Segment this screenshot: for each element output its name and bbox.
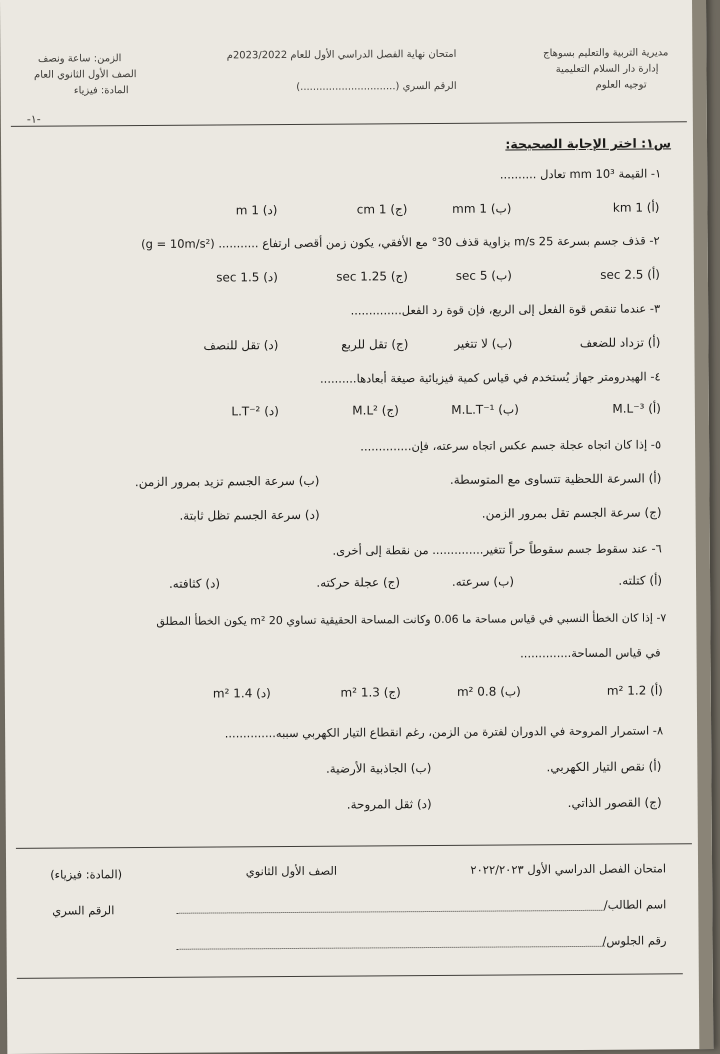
question-2: ٢- قذف جسم بسرعة 25 m/s بزاوية قذف 30° مع الأفقي، يكون زمن أقصى ارتفاع ........... (g = 10m/s²): [141, 233, 660, 252]
seat-number-line: [177, 946, 605, 950]
question-7-continued: في قياس المساحة..............: [520, 645, 661, 661]
q8-option-d: (د) ثقل المروحة.: [346, 797, 432, 812]
q3-option-a: (أ) تزداد للضعف: [579, 335, 661, 350]
q2-option-d: (د) 1.5 sec: [216, 270, 278, 285]
header-grade: الصف الأول الثانوي العام: [33, 69, 137, 81]
q8-option-b: (ب) الجاذبية الأرضية.: [325, 761, 432, 776]
q5-option-c: (ج) سرعة الجسم تقل بمرور الزمن.: [481, 505, 662, 521]
q3-option-d: (د) تقل للنصف: [203, 338, 279, 353]
header-administration: إدارة دار السلام التعليمية: [555, 63, 659, 76]
header-directorate: مديرية التربية والتعليم بسوهاج: [543, 47, 669, 60]
footer-grade: الصف الأول الثانوي: [245, 863, 338, 879]
header-secret-number: الرقم السري (..............................): [296, 80, 457, 93]
page-edge-shadow: [692, 0, 713, 1049]
header-department: توجيه العلوم: [595, 79, 647, 91]
q5-option-d: (د) سرعة الجسم تظل ثابتة.: [179, 507, 320, 523]
page-number: -١-: [26, 112, 41, 126]
q7-option-b: (ب) 0.8 m²: [456, 684, 521, 699]
q6-option-a: (أ) كتلته.: [618, 573, 663, 588]
q1-option-a: (أ) 1 km: [612, 200, 660, 215]
q1-option-b: (ب) 1 mm: [452, 201, 512, 216]
question-3: ٣- عندما تنقص قوة الفعل إلى الربع، فإن قوة رد الفعل..............: [350, 301, 661, 318]
q3-option-c: (ج) تقل للربع: [341, 337, 409, 352]
header-divider: [11, 121, 687, 127]
header-subject: المادة: فيزياء: [73, 85, 129, 97]
footer-divider-top: [16, 843, 692, 849]
footer-student-name-label: اسم الطالب/: [603, 897, 667, 912]
q2-option-b: (ب) 5 sec: [455, 268, 512, 283]
footer-divider-bottom: [17, 973, 683, 979]
question-7: ٧- إذا كان الخطأ النسبي في قياس مساحة ما 0.06 وكانت المساحة الحقيقية تساوي 20 m² يكون الخطأ المطلق: [156, 611, 667, 628]
question-4: ٤- الهيدرومتر جهاز يُستخدم في قياس كمية فيزيائية صيغة أبعادها..........: [319, 369, 661, 386]
q6-option-c: (ج) عجلة حركته.: [316, 575, 401, 590]
q4-option-a: (أ) M.L⁻³: [612, 401, 661, 416]
q5-option-b: (ب) سرعة الجسم تزيد بمرور الزمن.: [134, 473, 320, 490]
footer-exam: امتحان الفصل الدراسي الأول ٢٠٢٢/٢٠٢٣: [470, 861, 667, 877]
student-name-line: [176, 910, 604, 914]
q5-option-a: (أ) السرعة اللحظية تتساوى مع المتوسطة.: [449, 471, 662, 487]
q4-option-b: (ب) M.L.T⁻¹: [451, 402, 519, 417]
footer-seat-label: رقم الجلوس/: [602, 933, 667, 948]
q1-option-c: (ج) 1 cm: [356, 202, 408, 217]
q8-option-a: (أ) نقص التيار الكهربي.: [546, 759, 662, 775]
q1-option-d: (د) 1 m: [235, 203, 278, 218]
q7-option-a: (أ) 1.2 m²: [606, 683, 663, 698]
q4-option-d: (د) L.T⁻²: [231, 404, 279, 419]
q3-option-b: (ب) لا تتغير: [454, 336, 513, 351]
footer-secret-label: الرقم السري: [52, 903, 115, 918]
q2-option-a: (أ) 2.5 sec: [600, 267, 660, 282]
q6-option-d: (د) كثافته.: [168, 576, 221, 591]
section-title: س١: اختر الإجابة الصحيحة:: [505, 135, 672, 152]
header-exam-title: امتحان نهاية الفصل الدراسي الأول للعام 2023/2022م: [226, 48, 457, 62]
question-6: ٦- عند سقوط جسم سقوطاً حراً تتغير.............. من نقطة إلى أخرى.: [332, 541, 662, 558]
question-8: ٨- استمرار المروحة في الدوران لفترة من الزمن، رغم انقطاع التيار الكهربي سببه..............: [224, 723, 664, 741]
q6-option-b: (ب) سرعته.: [451, 574, 515, 589]
footer-subject: (المادة: فيزياء): [50, 867, 123, 882]
q2-option-c: (ج) 1.25 sec: [336, 269, 408, 284]
header-duration: الزمن: ساعة ونصف: [37, 53, 122, 65]
q7-option-d: (د) 1.4 m²: [212, 686, 271, 701]
q7-option-c: (ج) 1.3 m²: [340, 685, 401, 700]
q4-option-c: (ج) M.L²: [352, 403, 399, 418]
q8-option-c: (ج) القصور الذاتي.: [567, 795, 662, 811]
question-5: ٥- إذا كان اتجاه عجلة جسم عكس اتجاه سرعته، فإن..............: [360, 437, 662, 454]
question-1: ١- القيمة 10³ mm تعادل ..........: [499, 166, 662, 182]
